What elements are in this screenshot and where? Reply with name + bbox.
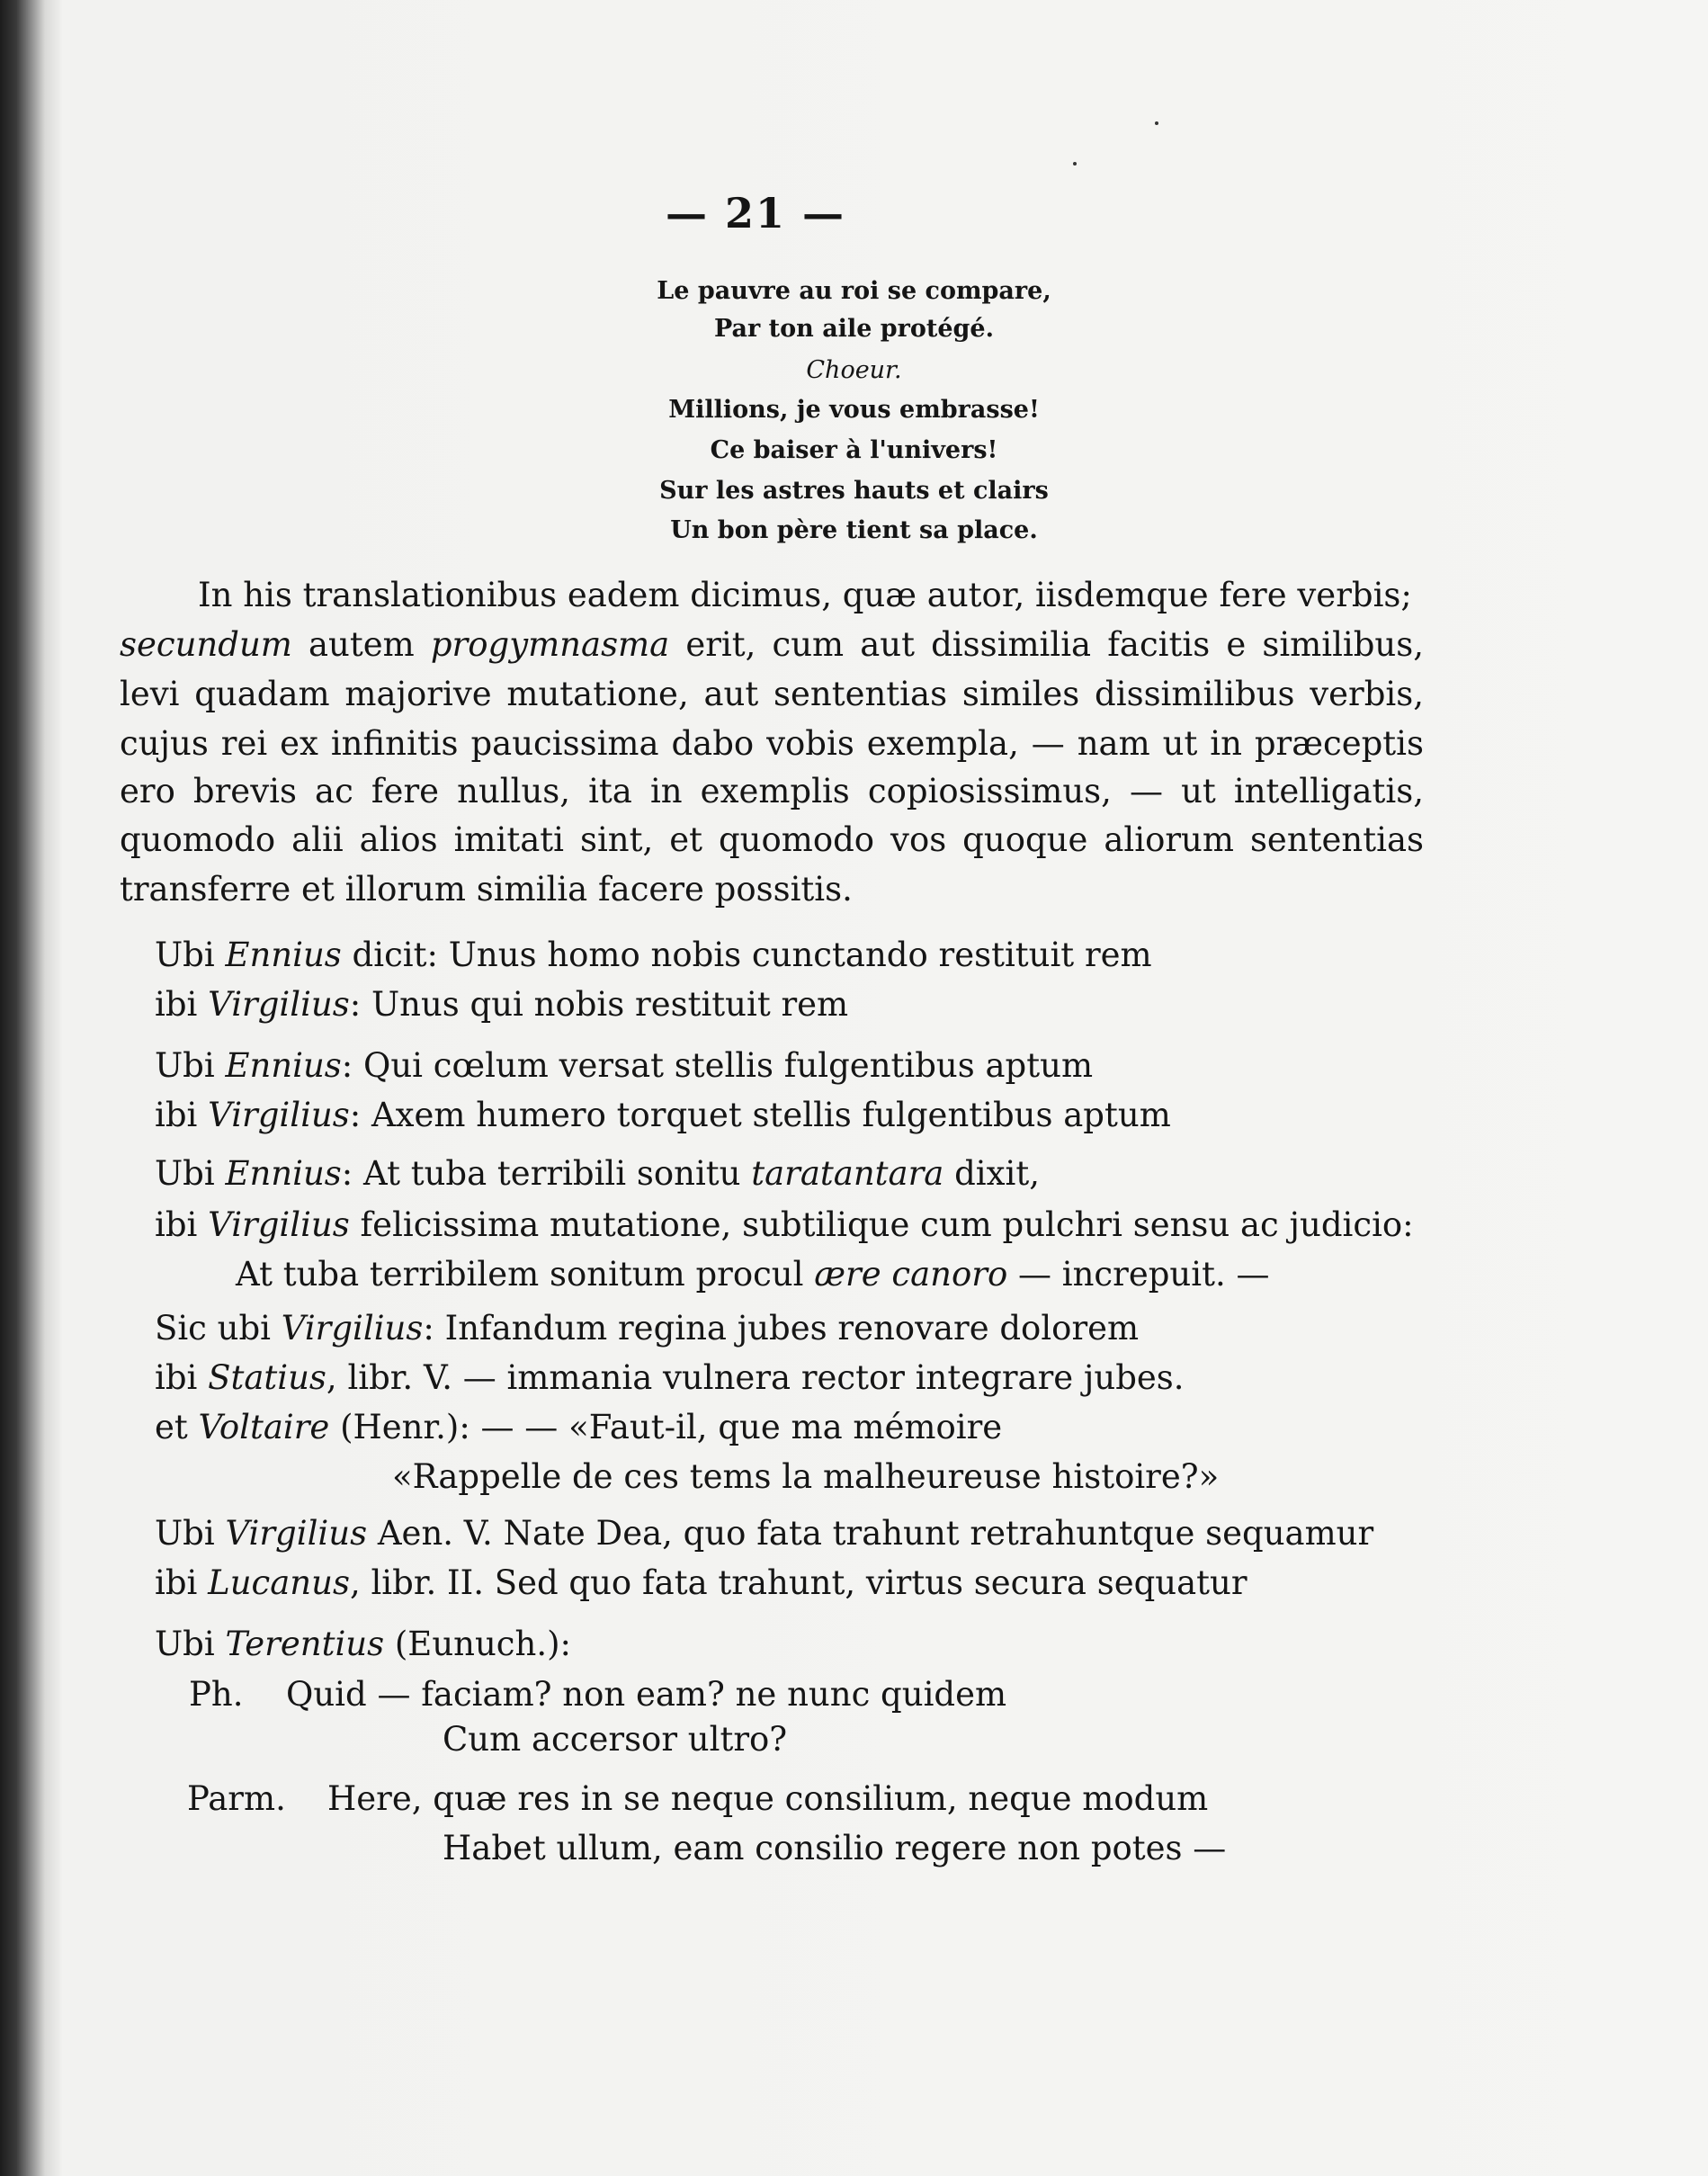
italic-term: secundum bbox=[120, 625, 292, 664]
text-run: Ubi bbox=[155, 1154, 226, 1193]
chorus-line: Ce baiser à l'univers! bbox=[710, 436, 998, 464]
paragraph-line: ero brevis ac fere nullus, ita in exemplis copiosissimus, — ut intelligatis, bbox=[120, 772, 1424, 810]
example-line bbox=[155, 1408, 1002, 1446]
example-line bbox=[155, 1205, 1414, 1244]
paragraph-line: quomodo alii alios imitati sint, et quomodo vos quoque aliorum sententias bbox=[120, 820, 1424, 859]
chorus-line: Un bon père tient sa place. bbox=[670, 516, 1038, 544]
speaker-label: Parm. bbox=[187, 1779, 286, 1818]
example-line bbox=[155, 1309, 1139, 1348]
chorus-line: Sur les astres hauts et clairs bbox=[659, 477, 1049, 505]
text-run: autem bbox=[291, 625, 431, 664]
dialogue-line: Here, quæ res in se neque consilium, neque modum bbox=[327, 1779, 1209, 1818]
text-run: (Eunuch.): bbox=[384, 1625, 572, 1663]
text-run: Ubi bbox=[155, 1625, 226, 1663]
italic-term: taratantara bbox=[751, 1154, 944, 1193]
text-run: : Qui cœlum versat stellis fulgentibus aptum bbox=[341, 1046, 1094, 1085]
example-line bbox=[155, 1563, 1247, 1602]
example-line bbox=[155, 1096, 1171, 1134]
example-line bbox=[155, 1514, 1373, 1553]
chorus-line: Millions, je vous embrasse! bbox=[668, 396, 1040, 424]
ink-speck bbox=[1073, 162, 1077, 166]
text-run: ibi bbox=[155, 985, 209, 1024]
example-line: «Rappelle de ces tems la malheureuse histoire?» bbox=[392, 1457, 1220, 1496]
page-number: — 21 — bbox=[666, 189, 846, 237]
verse-line: Par ton aile protégé. bbox=[713, 315, 994, 343]
text-run: , libr. V. — immania vulnera rector integrare jubes. bbox=[326, 1358, 1185, 1397]
example-line bbox=[236, 1255, 1269, 1294]
paragraph-line: In his translationibus eadem dicimus, quæ autor, iisdemque fere verbis; bbox=[198, 576, 1412, 614]
example-line bbox=[155, 1046, 1093, 1085]
author-name: Terentius bbox=[225, 1625, 385, 1663]
verse-line: Le pauvre au roi se compare, bbox=[657, 277, 1051, 305]
example-line bbox=[155, 936, 1152, 974]
text-run: Ubi bbox=[155, 1514, 226, 1553]
text-run: et bbox=[155, 1408, 199, 1446]
author-name: Virgilius bbox=[281, 1309, 424, 1348]
example-line bbox=[155, 1625, 571, 1663]
text-run: Ubi bbox=[155, 936, 226, 974]
text-run: Ubi bbox=[155, 1046, 226, 1085]
speaker-label: Ph. bbox=[189, 1675, 244, 1714]
text-run: (Henr.): — — «Faut-il, que ma mémoire bbox=[329, 1408, 1003, 1446]
text-run: ibi bbox=[155, 1563, 209, 1602]
text-run: — increpuit. — bbox=[1007, 1255, 1270, 1294]
author-name: Lucanus bbox=[208, 1563, 350, 1602]
text-run: ibi bbox=[155, 1358, 209, 1397]
author-name: Virgilius bbox=[208, 985, 350, 1024]
author-name: Ennius bbox=[225, 1154, 342, 1193]
text-run: Sic ubi bbox=[155, 1309, 282, 1348]
text-run: ibi bbox=[155, 1096, 209, 1134]
text-run: Aen. V. Nate Dea, quo fata trahunt retrahuntque sequamur bbox=[367, 1514, 1374, 1553]
paragraph-line: transferre et illorum similia facere possitis. bbox=[120, 870, 853, 909]
dialogue-line: Cum accersor ultro? bbox=[443, 1720, 788, 1759]
chorus-label: Choeur. bbox=[806, 356, 902, 384]
text-run: ibi bbox=[155, 1205, 209, 1244]
author-name: Virgilius bbox=[208, 1096, 350, 1134]
author-name: Voltaire bbox=[198, 1408, 330, 1446]
text-run: erit, cum aut dissimilia facitis e similibus, bbox=[669, 625, 1425, 664]
text-run: : At tuba terribili sonitu bbox=[341, 1154, 752, 1193]
author-name: Ennius bbox=[225, 936, 342, 974]
ink-speck bbox=[1155, 121, 1158, 125]
author-name: Virgilius bbox=[225, 1514, 368, 1553]
text-run: , libr. II. Sed quo fata trahunt, virtus secura sequatur bbox=[349, 1563, 1247, 1602]
paragraph-line: cujus rei ex infinitis paucissima dabo vobis exempla, — nam ut in præceptis bbox=[120, 724, 1424, 763]
text-run: : Axem humero torquet stellis fulgentibus aptum bbox=[349, 1096, 1171, 1134]
italic-term: progymnasma bbox=[430, 625, 670, 664]
example-line bbox=[155, 1358, 1185, 1397]
text-run: felicissima mutatione, subtilique cum pulchri sensu ac judicio: bbox=[349, 1205, 1414, 1244]
dialogue-line: Habet ullum, eam consilio regere non potes — bbox=[443, 1829, 1227, 1867]
text-run: : Infandum regina jubes renovare dolorem bbox=[423, 1309, 1140, 1348]
dialogue-line: Quid — faciam? non eam? ne nunc quidem bbox=[286, 1675, 1007, 1714]
text-run: dixit, bbox=[943, 1154, 1040, 1193]
text-run: dicit: Unus homo nobis cunctando restituit rem bbox=[341, 936, 1152, 974]
author-name: Ennius bbox=[225, 1046, 342, 1085]
paragraph-line: levi quadam majorive mutatione, aut sententias similes dissimilibus verbis, bbox=[120, 675, 1424, 713]
text-run: : Unus qui nobis restituit rem bbox=[349, 985, 849, 1024]
author-name: Virgilius bbox=[208, 1205, 350, 1244]
paragraph-line bbox=[120, 625, 1424, 664]
author-name: Statius bbox=[208, 1358, 326, 1397]
text-run: At tuba terribilem sonitum procul bbox=[236, 1255, 815, 1294]
italic-term: ære canoro bbox=[814, 1255, 1008, 1294]
example-line bbox=[155, 985, 848, 1024]
example-line bbox=[155, 1154, 1040, 1193]
